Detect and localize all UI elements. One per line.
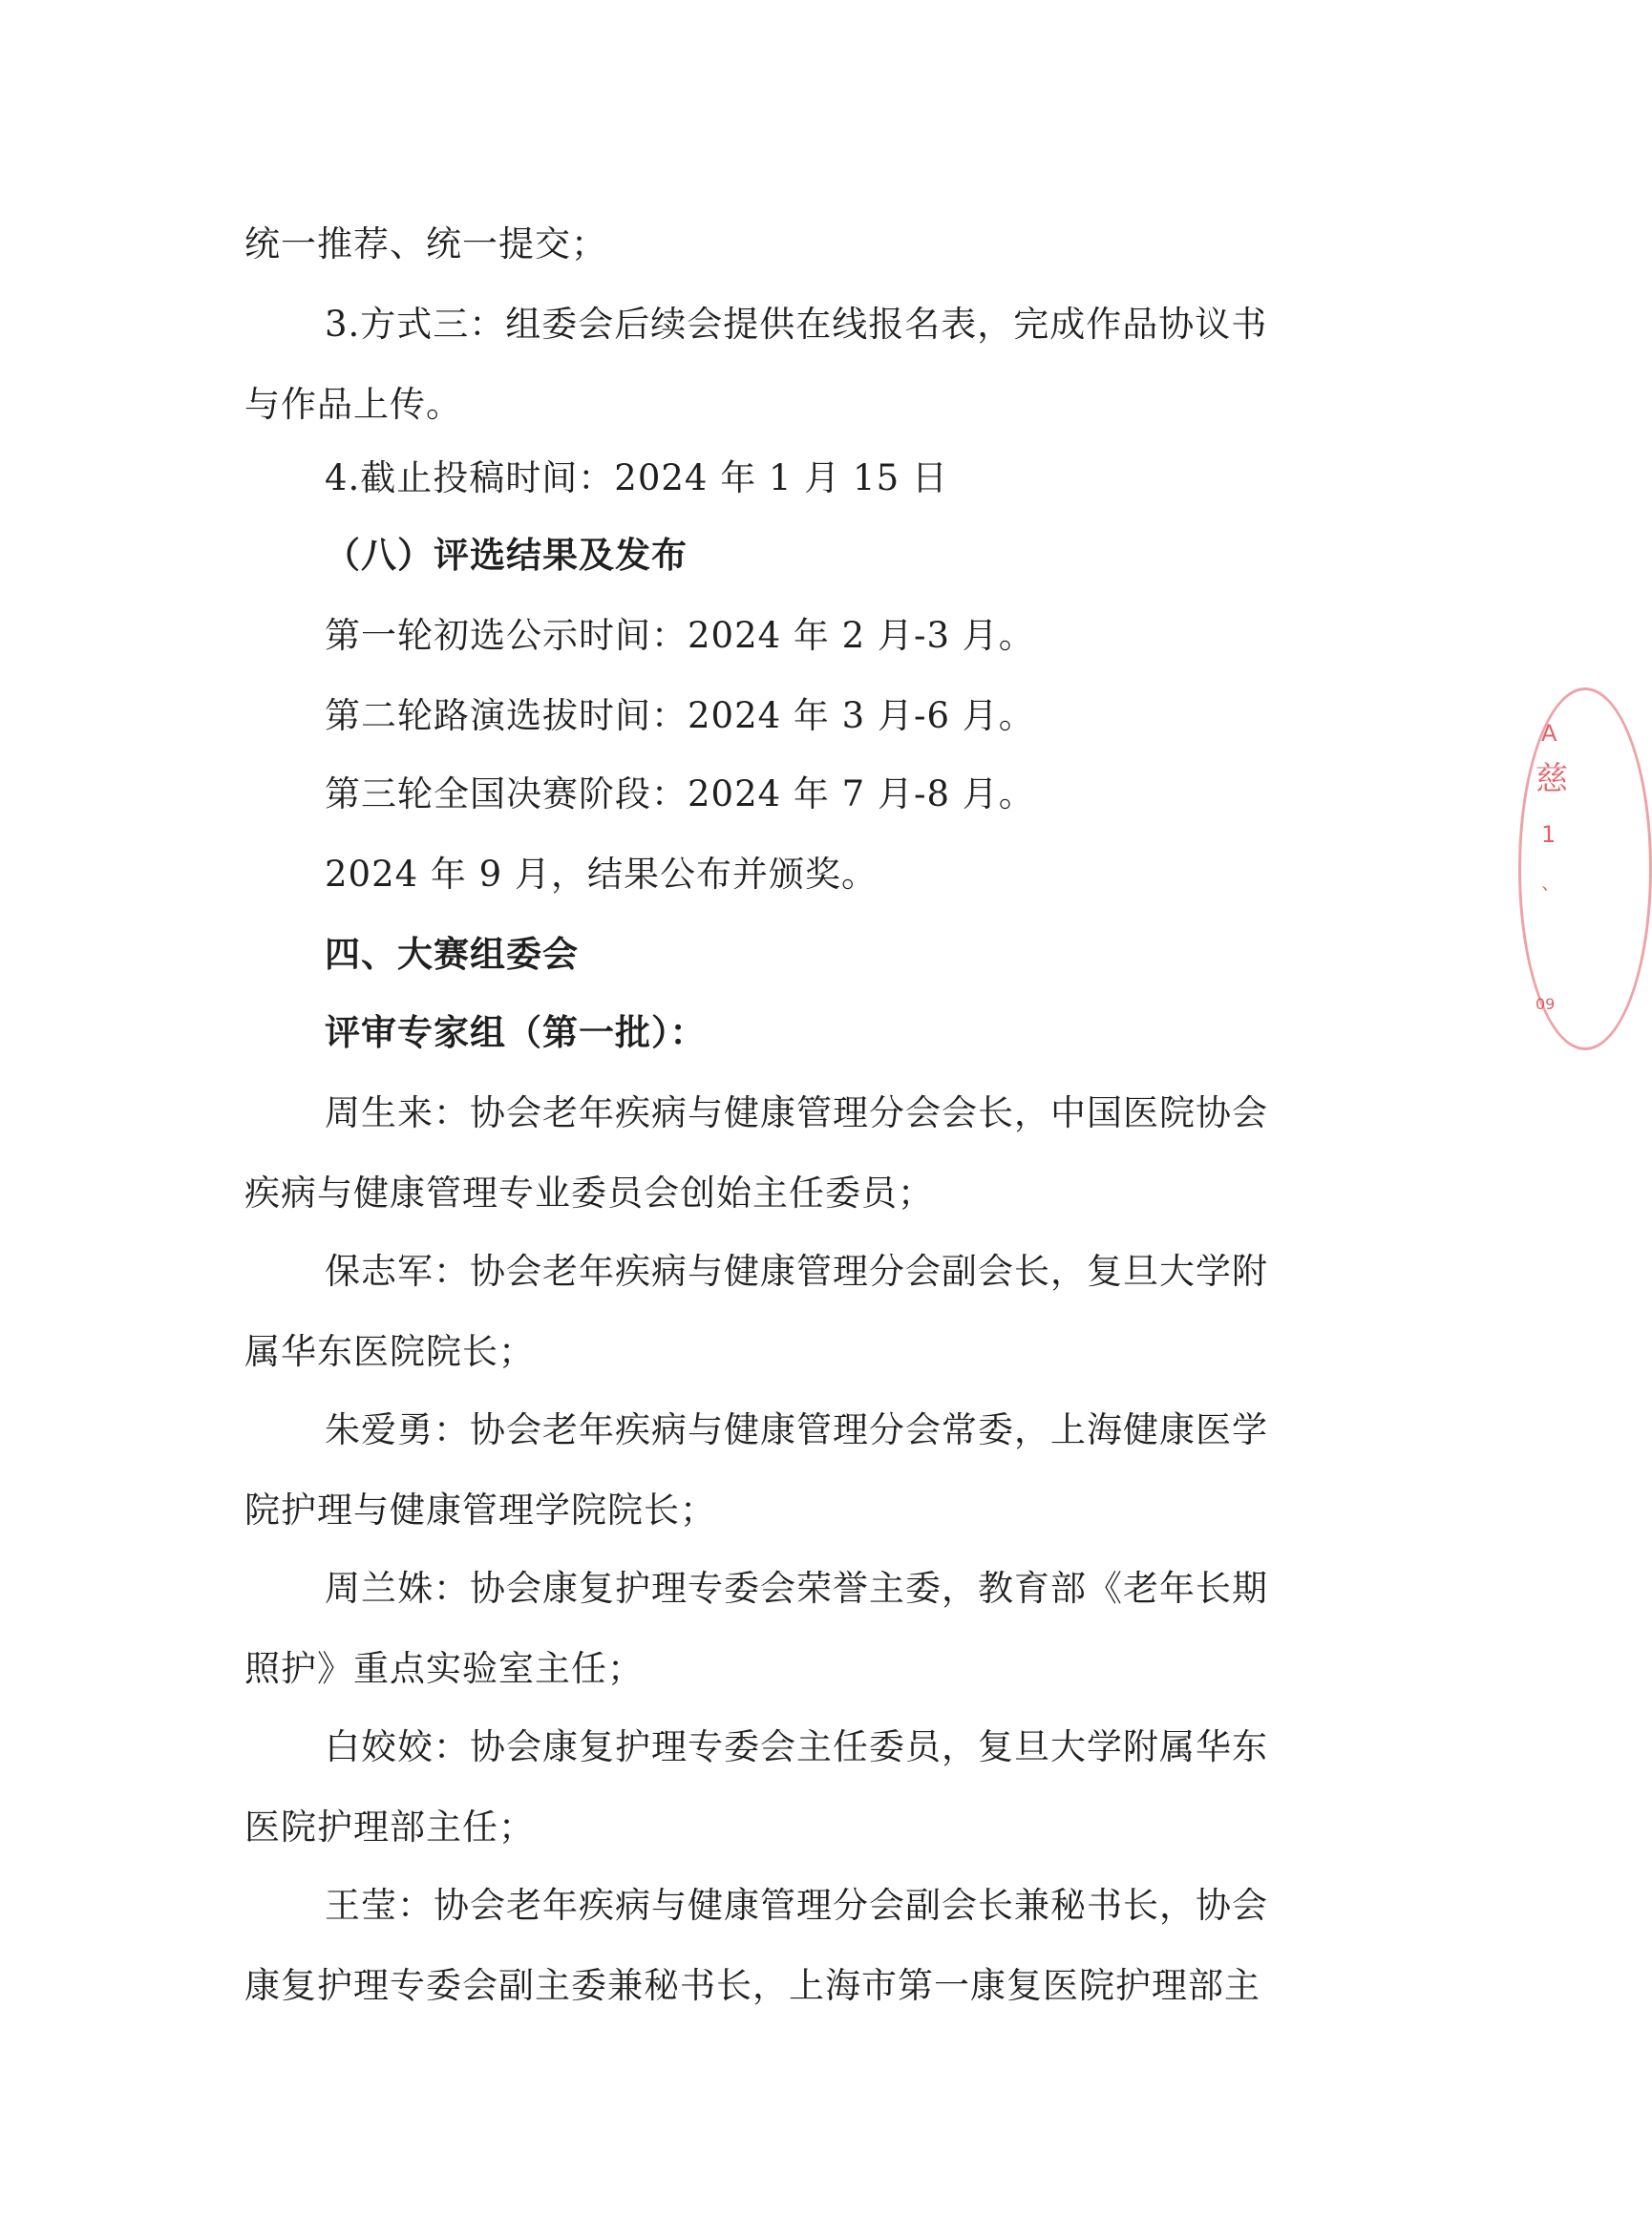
text-line: 属华东医院院长； (244, 1331, 535, 1372)
seal-fragment: 慈 (1536, 760, 1568, 798)
section-heading: 评审专家组（第一批）： (325, 1012, 707, 1053)
text-line: 保志军：协会老年疾病与健康管理分会副会长，复旦大学附 (325, 1251, 1268, 1292)
section-heading: （八）评选结果及发布 (325, 535, 688, 576)
text-line: 疾病与健康管理专业委员会创始主任委员； (244, 1173, 934, 1214)
seal-fragment: A (1541, 720, 1557, 747)
text-line: 第二轮路演选拔时间：2024 年 3 月-6 月。 (325, 695, 1035, 736)
text-line: 康复护理专委会副主委兼秘书长，上海市第一康复医院护理部主 (244, 1965, 1260, 2006)
text-line: 2024 年 9 月，结果公布并颁奖。 (325, 854, 878, 895)
text-line: 朱爱勇：协会老年疾病与健康管理分会常委，上海健康医学 (325, 1409, 1268, 1450)
text-line: 王莹：协会老年疾病与健康管理分会副会长兼秘书长，协会 (325, 1885, 1268, 1926)
text-line: 与作品上传。 (244, 384, 462, 425)
red-seal-stamp (1518, 687, 1568, 1050)
text-line: 第三轮全国决赛阶段：2024 年 7 月-8 月。 (325, 773, 1035, 814)
text-line: 医院护理部主任； (244, 1807, 535, 1848)
text-line: 周兰姝：协会康复护理专委会荣誉主委，教育部《老年长期 (325, 1568, 1268, 1609)
text-line: 院护理与健康管理学院院长； (244, 1490, 716, 1531)
seal-fragment: 09 (1536, 995, 1556, 1013)
text-line: 3.方式三：组委会后续会提供在线报名表，完成作品协议书 (325, 304, 1268, 345)
text-line: 统一推荐、统一提交； (244, 223, 607, 264)
text-line: 4.截止投稿时间：2024 年 1 月 15 日 (325, 457, 948, 498)
text-line: 第一轮初选公示时间：2024 年 2 月-3 月。 (325, 615, 1035, 656)
text-line: 周生来：协会老年疾病与健康管理分会会长，中国医院协会 (325, 1092, 1268, 1133)
text-line: 白姣姣：协会康复护理专委会主任委员，复旦大学附属华东 (325, 1726, 1268, 1767)
seal-fragment: 、 (1541, 871, 1560, 894)
text-line: 照护》重点实验室主任； (244, 1648, 644, 1689)
seal-fragment: 1 (1541, 821, 1557, 848)
section-heading: 四、大赛组委会 (325, 934, 579, 975)
